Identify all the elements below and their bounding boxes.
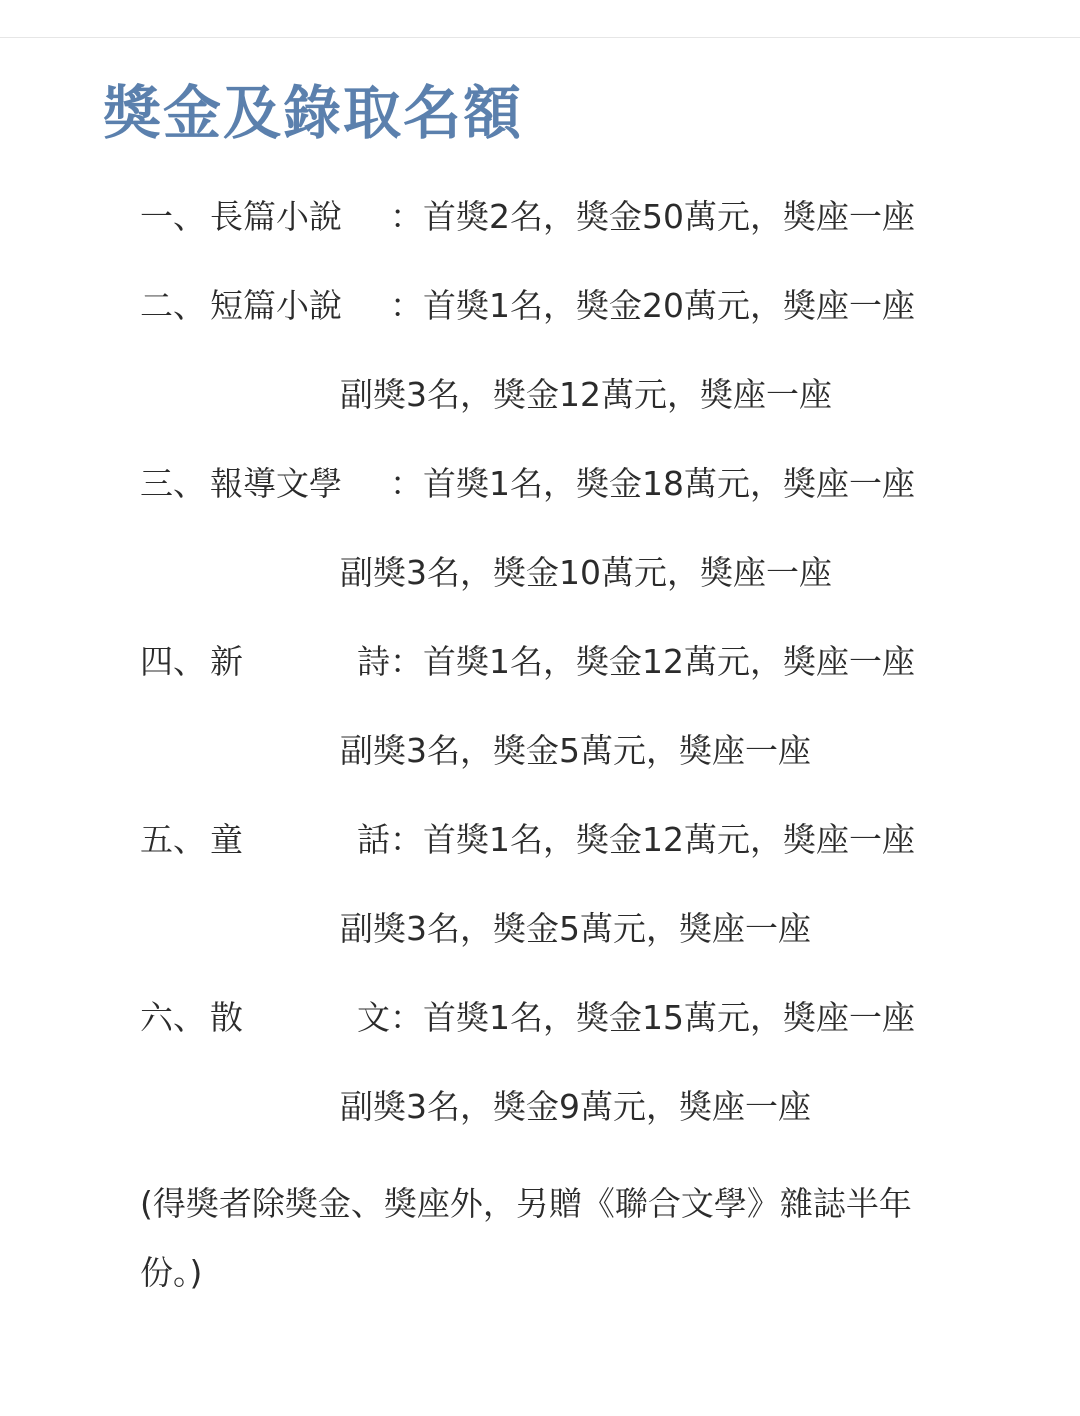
entry-6-sub-line [140, 1078, 940, 1167]
entry-4-first-prize: ：首獎1名，獎金12萬元，獎座一座 [390, 642, 915, 681]
entry-2-category-part-a: 短篇小說 [210, 286, 342, 325]
entry-6-category [210, 989, 390, 1047]
entry-6-line [140, 989, 940, 1078]
page-title: 獎金及錄取名額 [103, 79, 524, 147]
entry-3-category [210, 455, 390, 513]
entry-3-second-prize: 副獎3名，獎金10萬元，獎座一座 [340, 553, 832, 592]
entry-6-number: 六、 [140, 998, 206, 1037]
entry-3-first-prize: ：首獎1名，獎金18萬元，獎座一座 [390, 464, 915, 503]
entry-1-line [140, 188, 940, 277]
entry-4-second-prize: 副獎3名，獎金5萬元，獎座一座 [340, 731, 811, 770]
entry-5-category-part-a: 童 [210, 820, 243, 859]
entry-3-number: 三、 [140, 464, 206, 503]
entry-1-first-prize: ：首獎2名，獎金50萬元，獎座一座 [390, 197, 915, 236]
entry-6-second-prize: 副獎3名，獎金9萬元，獎座一座 [340, 1087, 811, 1126]
entry-5-first-prize: ：首獎1名，獎金12萬元，獎座一座 [390, 820, 915, 859]
entry-5-sub-line [140, 900, 940, 989]
entry-2-category [210, 277, 390, 335]
entry-2-number: 二、 [140, 286, 206, 325]
entry-4-category [210, 633, 390, 691]
entry-1-category [210, 188, 390, 246]
prize-list [140, 188, 940, 1307]
entry-3-category-part-a: 報導文學 [210, 464, 342, 503]
entry-4-category-part-a: 新 [210, 642, 243, 681]
entry-3-sub-line [140, 544, 940, 633]
entry-6-first-prize: ：首獎1名，獎金15萬元，獎座一座 [390, 998, 915, 1037]
entry-2-sub-line [140, 366, 940, 455]
entry-5-category [210, 811, 390, 869]
entry-5-second-prize: 副獎3名，獎金5萬元，獎座一座 [340, 909, 811, 948]
entry-2-line [140, 277, 940, 366]
entry-4-sub-line [140, 722, 940, 811]
top-divider [0, 37, 1080, 38]
footnote: (得獎者除獎金、獎座外，另贈《聯合文學》雜誌半年份。) [140, 1184, 912, 1292]
entry-2-second-prize: 副獎3名，獎金12萬元，獎座一座 [340, 375, 832, 414]
entry-6-category-part-a: 散 [210, 998, 243, 1037]
entry-4-line [140, 633, 940, 722]
entry-6-category-part-b: 文 [357, 998, 390, 1037]
entry-1-category-part-a: 長篇小說 [210, 197, 342, 236]
entry-3-line [140, 455, 940, 544]
entry-4-number: 四、 [140, 642, 206, 681]
entry-5-number: 五、 [140, 820, 206, 859]
entry-1-number: 一、 [140, 197, 206, 236]
entry-5-category-part-b: 話 [357, 820, 390, 859]
entry-4-category-part-b: 詩 [357, 642, 390, 681]
entry-2-first-prize: ：首獎1名，獎金20萬元，獎座一座 [390, 286, 915, 325]
entry-5-line [140, 811, 940, 900]
